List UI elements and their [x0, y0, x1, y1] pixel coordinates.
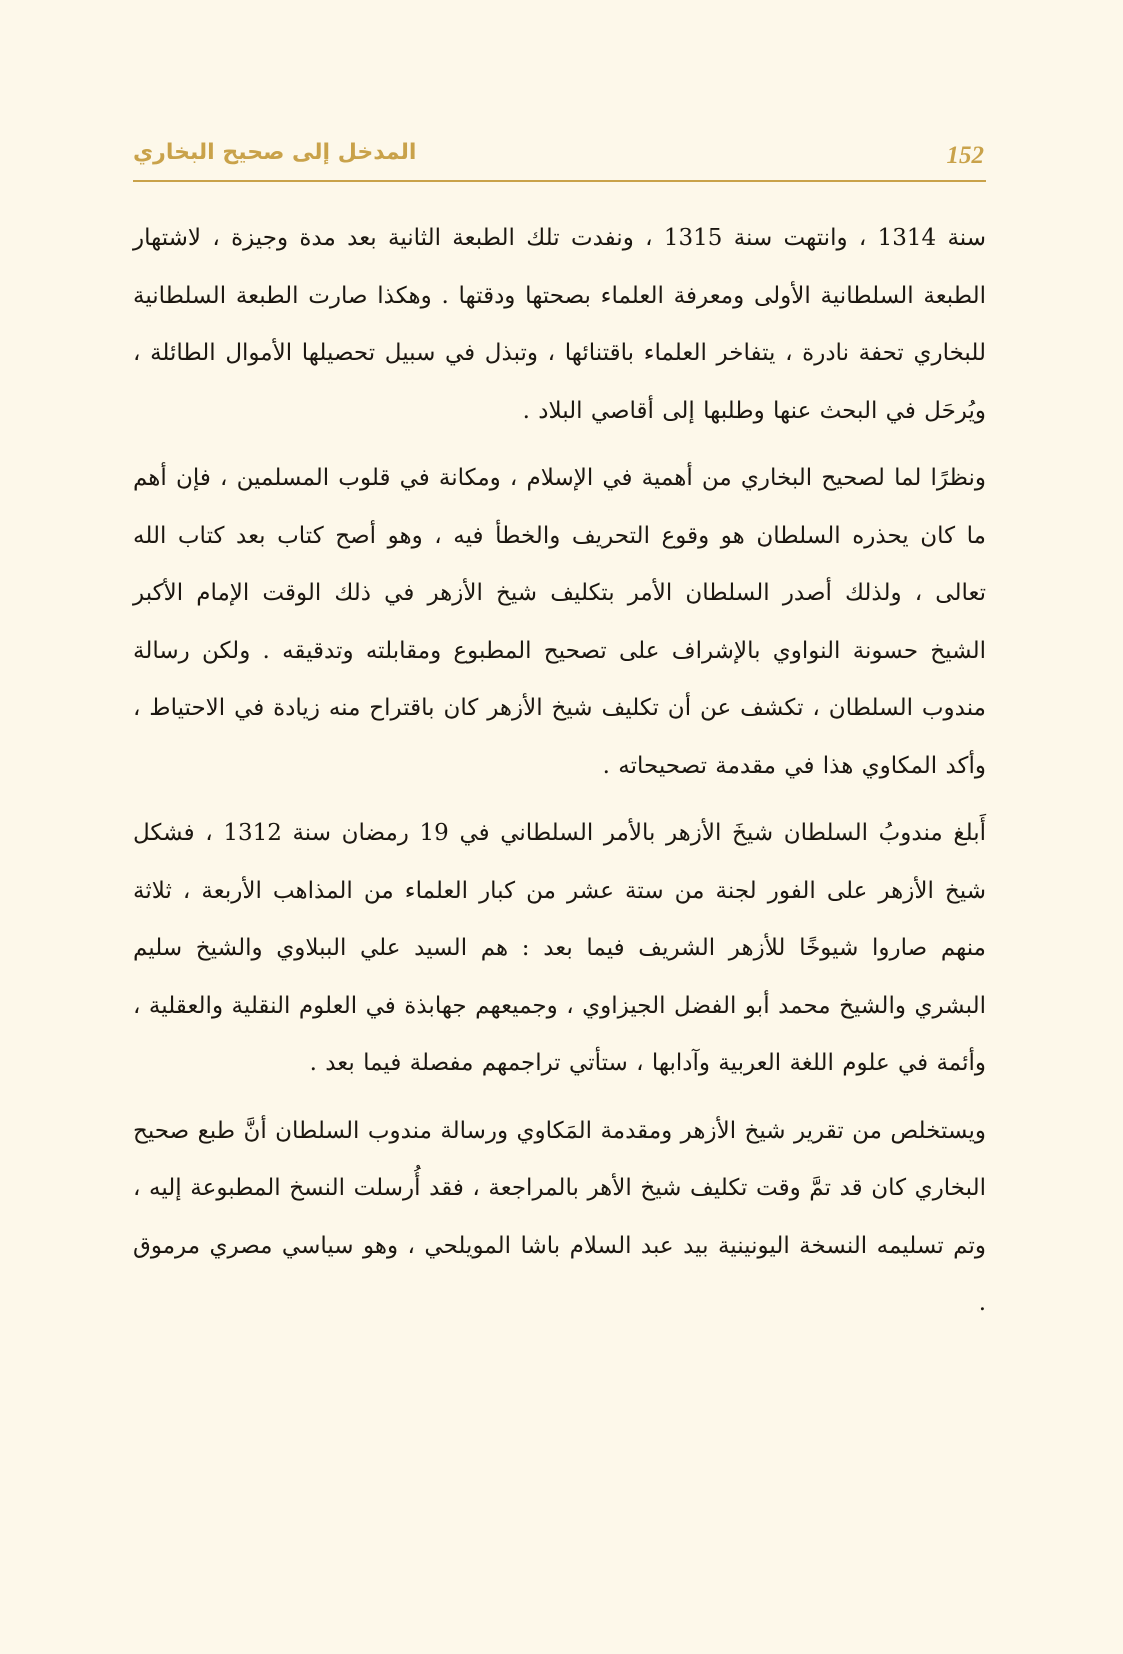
- page-number: 152: [946, 142, 984, 169]
- page-header: [133, 136, 986, 182]
- running-title: المدخل إلى صحيح البخاري: [133, 140, 417, 165]
- paragraph-2: ونظرًا لما لصحيح البخاري من أهمية في الإسلام ، ومكانة في قلوب المسلمين ، فإن أهم ما كان يحذره السلطان هو وقوع التحريف والخطأ فيه ، وهو أصح كتاب بعد كتاب الله تعالى ، ولذلك أصدر السلطان الأمر بتكليف شيخ الأزهر في ذلك الوقت الإمام الأكبر الشيخ حسونة النواوي بالإشراف على تصحيح المطبوع ومقابلته وتدقيقه . ولكن رسالة مندوب السلطان ، تكشف عن أن تكليف شيخ الأزهر كان باقتراح منه زيادة في الاحتياط ، وأكد المكاوي هذا في مقدمة تصحيحاته .: [133, 465, 986, 779]
- paragraph-4: ويستخلص من تقرير شيخ الأزهر ومقدمة المَكاوي ورسالة مندوب السلطان أنَّ طبع صحيح البخاري كان قد تمَّ وقت تكليف شيخ الأهر بالمراجعة ، فقد أُرسلت النسخ المطبوعة إليه ، وتم تسليمه النسخة اليونينية بيد عبد السلام باشا المويلحي ، وهو سياسي مصري مرموق .: [133, 1117, 986, 1316]
- paragraph-1: سنة 1314 ، وانتهت سنة 1315 ، ونفدت تلك الطبعة الثانية بعد مدة وجيزة ، لاشتهار الطبعة السلطانية الأولى ومعرفة العلماء بصحتها ودقتها . وهكذا صارت الطبعة السلطانية للبخاري تحفة نادرة ، يتفاخر العلماء باقتنائها ، وتبذل في سبيل تحصيلها الأموال الطائلة ، ويُرحَل في البحث عنها وطلبها إلى أقاصي البلاد .: [133, 225, 986, 424]
- body-text: [133, 210, 986, 1343]
- paragraph-3: أَبلغ مندوبُ السلطان شيخَ الأزهر بالأمر السلطاني في 19 رمضان سنة 1312 ، فشكل شيخ الأزهر على الفور لجنة من ستة عشر من كبار العلماء من المذاهب الأربعة ، ثلاثة منهم صاروا شيوخًا للأزهر الشريف فيما بعد : هم السيد علي الببلاوي والشيخ سليم البشري والشيخ محمد أبو الفضل الجيزاوي ، وجميعهم جهابذة في العلوم النقلية والعقلية ، وأئمة في علوم اللغة العربية وآدابها ، ستأتي تراجمهم مفصلة فيما بعد .: [133, 820, 987, 1076]
